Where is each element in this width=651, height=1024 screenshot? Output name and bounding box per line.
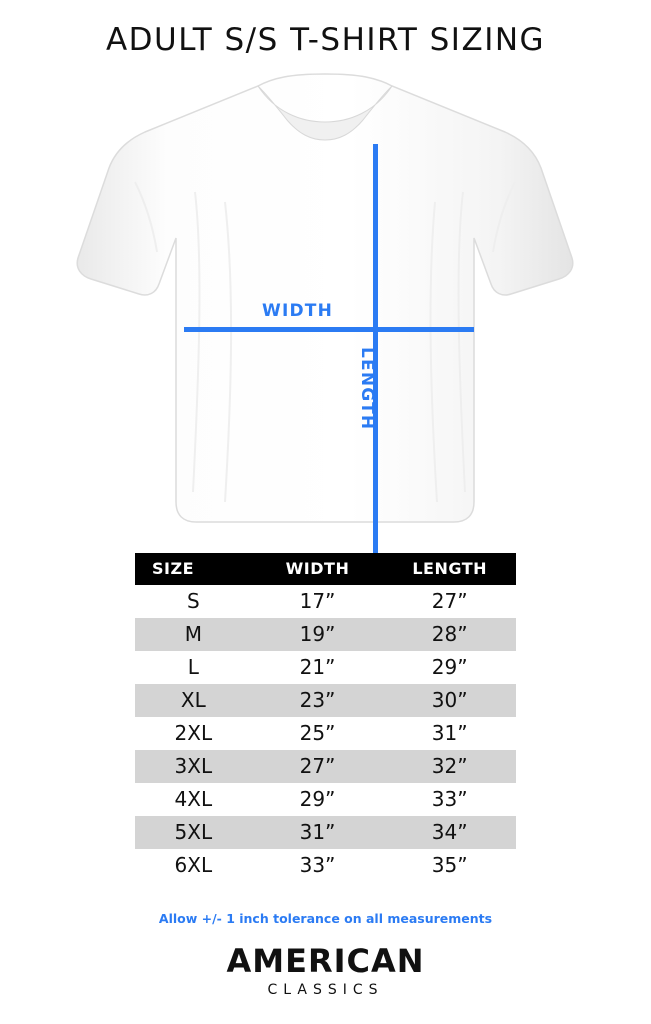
size-table-head — [135, 553, 516, 585]
cell-length: 34” — [383, 816, 516, 849]
table-header-row — [135, 553, 516, 585]
table-row — [135, 618, 516, 651]
cell-size: 6XL — [135, 849, 252, 882]
table-row — [135, 585, 516, 618]
size-table-body — [135, 585, 516, 882]
cell-size: 4XL — [135, 783, 252, 816]
header-size: SIZE — [135, 553, 252, 585]
cell-length: 29” — [383, 651, 516, 684]
cell-size: XL — [135, 684, 252, 717]
tshirt-illustration — [75, 72, 575, 527]
size-table-container — [135, 553, 516, 882]
brand-name-secondary: CLASSICS — [267, 982, 384, 998]
cell-length: 27” — [383, 585, 516, 618]
cell-size: S — [135, 585, 252, 618]
table-row — [135, 849, 516, 882]
cell-width: 21” — [252, 651, 384, 684]
cell-width: 27” — [252, 750, 384, 783]
table-row — [135, 651, 516, 684]
cell-length: 30” — [383, 684, 516, 717]
page-title: ADULT S/S T-SHIRT SIZING — [105, 22, 546, 58]
cell-width: 25” — [252, 717, 384, 750]
cell-size: 3XL — [135, 750, 252, 783]
cell-width: 29” — [252, 783, 384, 816]
cell-width: 23” — [252, 684, 384, 717]
brand-name-primary: AMERICAN — [226, 942, 425, 980]
table-row — [135, 783, 516, 816]
shirt-diagram — [0, 64, 651, 534]
table-row — [135, 816, 516, 849]
cell-width: 31” — [252, 816, 384, 849]
cell-size: M — [135, 618, 252, 651]
cell-length: 31” — [383, 717, 516, 750]
cell-length: 28” — [383, 618, 516, 651]
header-length: LENGTH — [383, 553, 516, 585]
cell-width: 17” — [252, 585, 384, 618]
tolerance-note: Allow +/- 1 inch tolerance on all measurements — [158, 911, 493, 926]
size-table — [135, 553, 516, 882]
header-width: WIDTH — [252, 553, 384, 585]
width-measure-line — [184, 327, 474, 332]
cell-length: 35” — [383, 849, 516, 882]
cell-length: 33” — [383, 783, 516, 816]
width-label: WIDTH — [262, 301, 334, 321]
cell-size: 2XL — [135, 717, 252, 750]
cell-width: 33” — [252, 849, 384, 882]
cell-size: L — [135, 651, 252, 684]
cell-size: 5XL — [135, 816, 252, 849]
table-row — [135, 717, 516, 750]
cell-width: 19” — [252, 618, 384, 651]
table-row — [135, 684, 516, 717]
cell-length: 32” — [383, 750, 516, 783]
table-row — [135, 750, 516, 783]
length-label: LENGTH — [357, 347, 377, 431]
brand-logo — [0, 942, 651, 998]
